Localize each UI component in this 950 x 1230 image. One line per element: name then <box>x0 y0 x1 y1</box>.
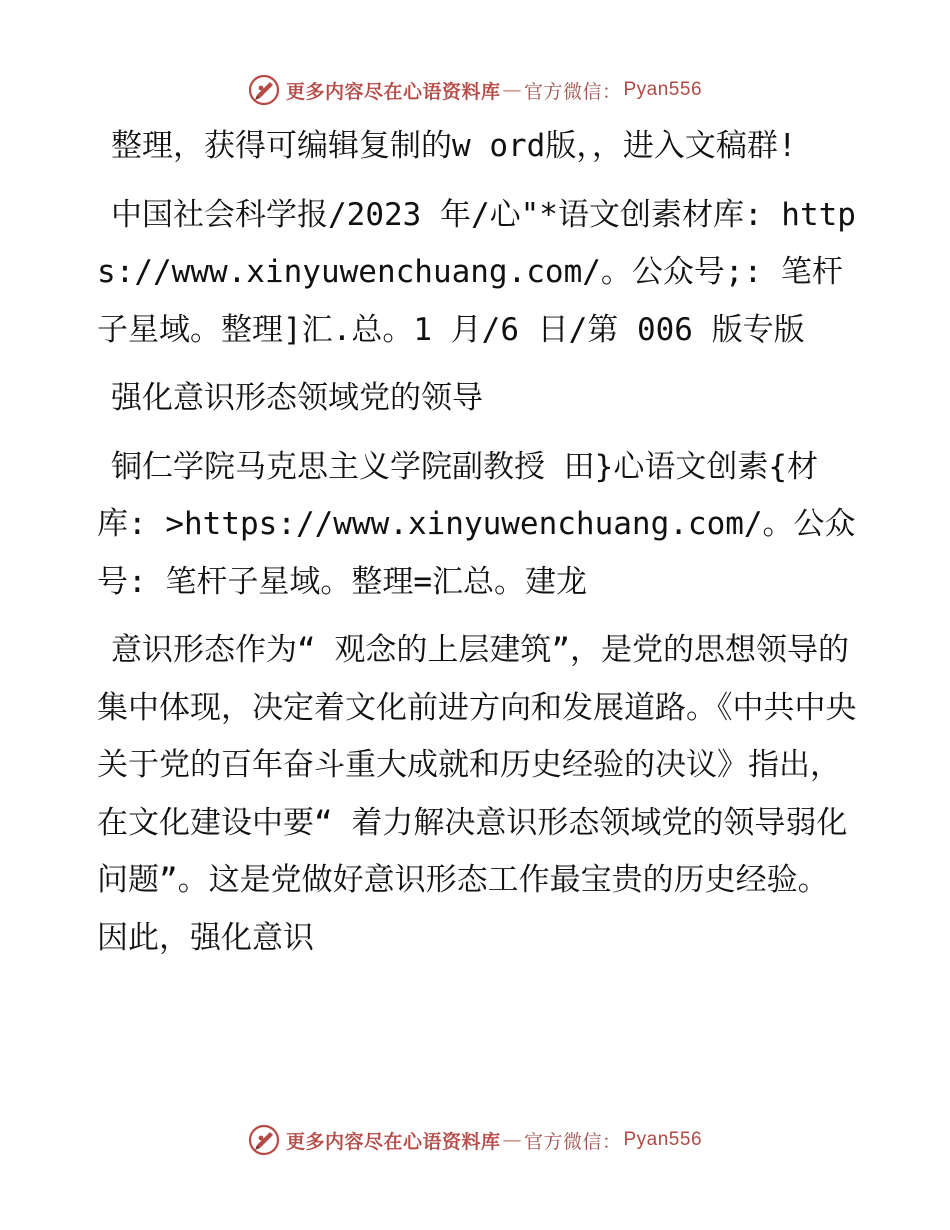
article-title: 强化意识形态领域党的领导 <box>111 380 483 416</box>
banner-wechat-id: Pyan556 <box>623 79 703 100</box>
paragraph-body: 意识形态作为“ 观念的上层建筑”，是党的思想领导的集中体现，决定着文化前进方向和发展道路。《中共中央关于党的百年奋斗重大成就和历史经验的决议》指出，在文化建设中要“ 着力解决意识形态领域党的领导弱化问题”。这是党做好意识形态工作最宝贵的历史经验。因此，强化意识 <box>97 632 857 956</box>
banner-main-text: 更多内容尽在心语资料库 <box>285 80 501 103</box>
paragraph-intro: 整理，获得可编辑复制的w ord版，，进入文稿群! <box>111 128 797 164</box>
header-watermark-banner <box>0 70 950 110</box>
document-body <box>97 118 857 978</box>
banner-dash: — <box>502 79 522 101</box>
banner-wechat-id: Pyan556 <box>623 1129 703 1150</box>
paragraph-source: 中国社会科学报/2023 年/心"*语文创素材库: https://www.xinyuwenchuang.com/。公众号;: 笔杆子星域。整理]汇.总。1 月/6 日/第 006 版专版 <box>97 196 856 348</box>
banner-wechat-label: 官方微信： <box>523 1130 622 1153</box>
banner-main-text: 更多内容尽在心语资料库 <box>285 1130 501 1153</box>
footer-watermark-banner <box>0 1120 950 1160</box>
author-line: 铜仁学院马克思主义学院副教授 田}心语文创素{材库: >https://www.xinyuwenchuang.com/。公众号: 笔杆子星域。整理=汇总。建龙 <box>97 448 856 600</box>
brand-logo-icon <box>248 1124 280 1156</box>
brand-logo-icon <box>248 74 280 106</box>
banner-wechat-label: 官方微信： <box>523 80 622 103</box>
banner-dash: — <box>502 1129 522 1151</box>
